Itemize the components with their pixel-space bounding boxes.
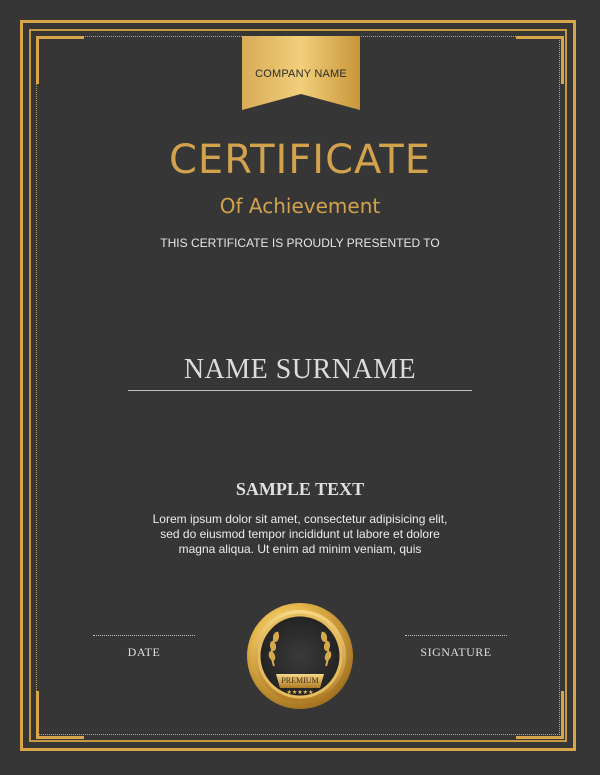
body-paragraph: Lorem ipsum dolor sit amet, consectetur adipisicing elit, sed do eiusmod tempor incididunt ut labore et dolore magna aliqua. Ut enim ad minim veniam, quis [152, 512, 448, 556]
seal-text: PREMIUM [281, 676, 319, 685]
name-underline [128, 390, 472, 391]
corner-ornament-bottom-right [514, 689, 564, 739]
company-name: COMPANY NAME [255, 68, 347, 80]
presented-to-line: THIS CERTIFICATE IS PROUDLY PRESENTED TO [160, 236, 440, 250]
date-line [93, 635, 195, 636]
signature-label: SIGNATURE [420, 645, 492, 659]
svg-text:★★★★★: ★★★★★ [286, 689, 314, 696]
corner-ornament-top-left [36, 36, 86, 86]
seal-medal-icon [244, 600, 356, 712]
signature-line [405, 635, 507, 636]
recipient-name: NAME SURNAME [183, 354, 417, 385]
certificate-title: CERTIFICATE [168, 137, 431, 183]
corner-ornament-bottom-left [36, 689, 86, 739]
company-ribbon [242, 36, 360, 110]
premium-seal [244, 600, 356, 712]
sample-text-heading: SAMPLE TEXT [235, 479, 365, 499]
corner-ornament-top-right [514, 36, 564, 86]
date-label: DATE [127, 645, 161, 659]
certificate-subtitle: Of Achievement [219, 194, 381, 218]
